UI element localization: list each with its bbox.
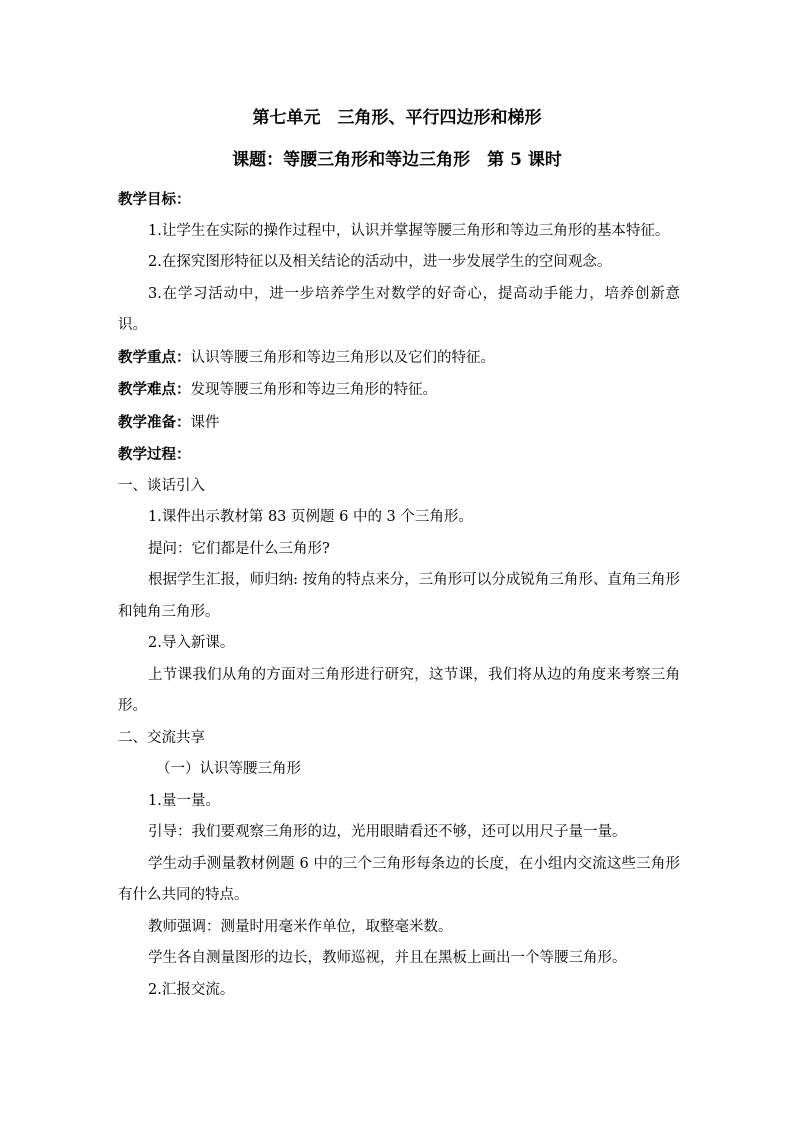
- objective-item-3: 3.在学习活动中，进一步培养学生对数学的好奇心，提高动手能力，培养创新意识。: [118, 285, 680, 333]
- section-1-paragraph-3: 根据学生汇报，师归纳: 按角的特点来分，三角形可以分成锐角三角形、直角三角形和钝角三角形。: [118, 572, 680, 620]
- section-1-paragraph-5: 上节课我们从角的方面对三角形进行研究，这节课，我们将从边的角度来考察三角形。: [118, 666, 680, 714]
- section-2-paragraph-3: 学生动手测量教材例题 6 中的三个三角形每条边的长度，在小组内交流这些三角形有什么共同的特点。: [118, 855, 680, 903]
- document-body: [118, 184, 680, 1006]
- key-point-line: [118, 342, 680, 375]
- difficulty-label: 教学难点：: [118, 381, 191, 398]
- section-2-subtitle-1: （一）认识等腰三角形: [156, 761, 301, 777]
- preparation-label: 教学准备：: [118, 413, 191, 431]
- section-1-title: 一、谈话引入: [118, 477, 205, 494]
- section-1-paragraph-2: 提问：它们都是什么三角形?: [148, 540, 330, 557]
- key-point-text: 认识等腰三角形和等边三角形以及它们的特征。: [190, 349, 495, 366]
- section-1-paragraph-1: 1.课件出示教材第 83 页例题 6 中的 3 个三角形。: [148, 509, 473, 525]
- section-2-paragraph-1: 1.量一量。: [148, 792, 220, 809]
- section-2-paragraph-2: 引导：我们要观察三角形的边，光用眼睛看还不够，还可以用尺子量一量。: [148, 824, 627, 840]
- lesson-title: 课题：等腰三角形和等边三角形 第 5 课时: [232, 150, 562, 170]
- preparation-text: 课件: [190, 414, 220, 431]
- section-2-paragraph-4: 教师强调：测量时用毫米作单位，取整毫米数。: [148, 918, 453, 935]
- section-2-paragraph-6: 2.汇报交流。: [148, 981, 235, 998]
- section-2-paragraph-5: 学生各自测量图形的边长，教师巡视，并且在黑板上画出一个等腰三角形。: [148, 950, 627, 966]
- difficulty-line: [118, 374, 680, 407]
- unit-title: 第七单元 三角形、平行四边形和梯形: [252, 108, 542, 128]
- section-1-paragraph-4: 2.导入新课。: [148, 635, 235, 651]
- process-heading: 教学过程：: [118, 446, 191, 463]
- difficulty-text: 发现等腰三角形和等边三角形的特征。: [190, 382, 437, 398]
- section-2-title: 二、交流共享: [118, 729, 205, 746]
- objective-item-2: 2.在探究图形特征以及相关结论的活动中，进一步发展学生的空间观念。: [148, 254, 612, 270]
- objective-item-1: 1.让学生在实际的操作过程中，认识并掌握等腰三角形和等边三角形的基本特征。: [148, 222, 670, 239]
- key-point-label: 教学重点：: [118, 348, 191, 366]
- preparation-line: [118, 407, 680, 440]
- objectives-heading: 教学目标：: [118, 191, 191, 208]
